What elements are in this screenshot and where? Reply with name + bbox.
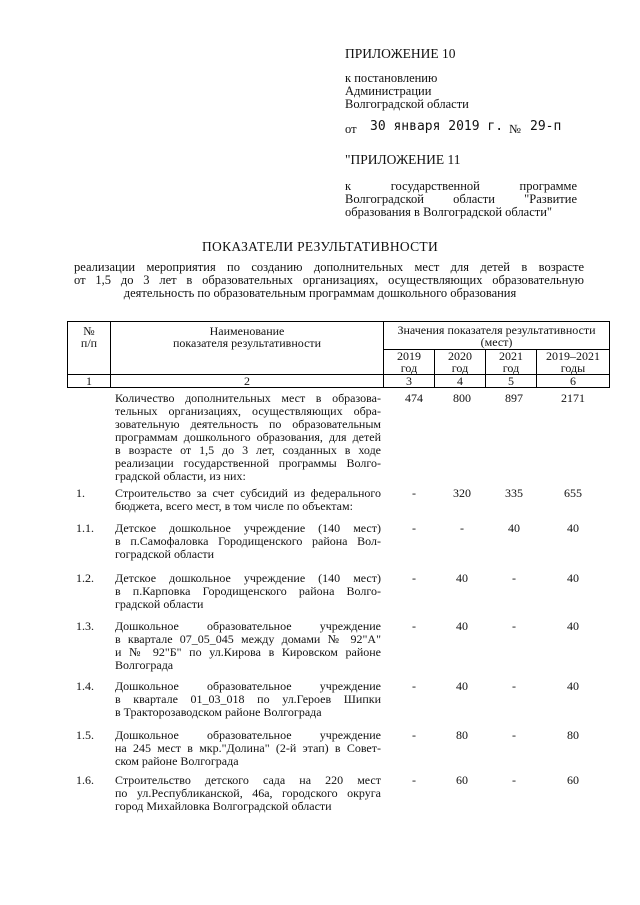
row-value-total: 40 xyxy=(567,619,579,633)
column-index-1: 1 xyxy=(68,375,111,388)
row-indicator-name: Строительство за счет субсидий из федерального бюджета, всего мест, в том числе по объектам: xyxy=(115,486,381,513)
column-values-header: Значения показателя результативности (мест) xyxy=(384,322,610,350)
appendix2-title: "ПРИЛОЖЕНИЕ 11 xyxy=(345,152,461,167)
row-value-v2021: 897 xyxy=(505,391,523,405)
appendix-title: ПРИЛОЖЕНИЕ 10 xyxy=(345,46,456,61)
column-total-header: 2019–2021 годы xyxy=(537,350,610,375)
column-index-3: 3 xyxy=(384,375,435,388)
row-value-v2021: 40 xyxy=(508,521,520,535)
row-value-v2021: - xyxy=(512,728,516,742)
row-value-v2020: 800 xyxy=(453,391,471,405)
appendix-line-1: к постановлению xyxy=(345,71,438,85)
row-indicator-name: Детское дошкольное учреждение (140 мест) в п.Карповка Городищенского района Волго- градской области xyxy=(115,571,381,611)
date-prefix: от xyxy=(345,122,357,136)
row-value-total: 2171 xyxy=(561,391,585,405)
row-number: 1.2. xyxy=(76,571,94,585)
document-subtitle-1: реализации мероприятия по созданию дополнительных мест для детей в возрасте xyxy=(74,260,584,274)
row-number: 1.3. xyxy=(76,619,94,633)
column-index-5: 5 xyxy=(486,375,537,388)
row-number: 1.1. xyxy=(76,521,94,535)
row-indicator-name: Дошкольное образовательное учреждение на 245 мест в мкр."Долина" (2-й этап) в Совет- ском районе Волгограда xyxy=(115,728,381,768)
number-prefix: № xyxy=(509,122,521,136)
document-title: ПОКАЗАТЕЛИ РЕЗУЛЬТАТИВНОСТИ xyxy=(201,239,438,254)
row-number: 1.4. xyxy=(76,679,94,693)
indicators-table-header xyxy=(67,321,610,388)
column-2019-header: 2019 год xyxy=(384,350,435,375)
row-value-v2020: 60 xyxy=(456,773,468,787)
row-value-v2020: 40 xyxy=(456,679,468,693)
row-value-total: 655 xyxy=(564,486,582,500)
resolution-date: 30 января 2019 г. xyxy=(370,119,504,134)
row-value-total: 60 xyxy=(567,773,579,787)
row-value-v2019: - xyxy=(412,571,416,585)
row-value-total: 40 xyxy=(567,679,579,693)
column-index-6: 6 xyxy=(537,375,610,388)
column-name-header: Наименование показателя результативности xyxy=(111,322,384,375)
document-subtitle-3: деятельность по образовательным программам дошкольного образования xyxy=(123,286,517,300)
column-2020-header: 2020 год xyxy=(435,350,486,375)
row-number: 1.6. xyxy=(76,773,94,787)
row-value-v2021: - xyxy=(512,571,516,585)
row-value-v2020: 80 xyxy=(456,728,468,742)
row-value-v2021: - xyxy=(512,619,516,633)
row-value-v2019: 474 xyxy=(405,391,423,405)
row-value-v2021: - xyxy=(512,773,516,787)
appendix2-line-3: образования в Волгоградской области" xyxy=(345,205,553,219)
column-number-header: № п/п xyxy=(68,322,111,375)
row-indicator-name: Детское дошкольное учреждение (140 мест) в п.Самофаловка Городищенского района Вол- гоградской области xyxy=(115,521,381,561)
row-value-v2021: 335 xyxy=(505,486,523,500)
row-value-v2019: - xyxy=(412,728,416,742)
appendix-line-2: Администрации xyxy=(345,84,432,98)
row-value-v2019: - xyxy=(412,486,416,500)
column-index-4: 4 xyxy=(435,375,486,388)
row-value-v2019: - xyxy=(412,679,416,693)
row-indicator-name: Количество дополнительных мест в образова- тельных организациях, осуществляющих обра- зовательную деятельность по образовательным программам дошкольного образования, для детей в возрасте от 1,5 до 3 лет, созданных в ходе реализации государственной программы Волго- градской области, из них: xyxy=(115,391,381,483)
row-value-v2019: - xyxy=(412,521,416,535)
row-indicator-name: Дошкольное образовательное учреждение в квартале 07_05_045 между домами № 92"А" и № 92"Б" по ул.Кирова в Кировском районе Волгограда xyxy=(115,619,381,672)
row-value-total: 40 xyxy=(567,571,579,585)
row-number: 1.5. xyxy=(76,728,94,742)
row-number: 1. xyxy=(76,486,85,500)
appendix2-line-2: Волгоградской области "Развитие xyxy=(345,192,577,206)
row-value-v2020: - xyxy=(460,521,464,535)
document-subtitle-2: от 1,5 до 3 лет в образовательных организациях, осуществляющих образовательную xyxy=(74,273,584,287)
column-index-2: 2 xyxy=(111,375,384,388)
row-indicator-name: Строительство детского сада на 220 мест по ул.Республиканской, 46а, городского округа город Михайловка Волгоградской области xyxy=(115,773,381,813)
row-value-v2019: - xyxy=(412,619,416,633)
row-indicator-name: Дошкольное образовательное учреждение в квартале 01_03_018 по ул.Героев Шипки в Тракторозаводском районе Волгограда xyxy=(115,679,381,719)
column-2021-header: 2021 год xyxy=(486,350,537,375)
appendix-line-3: Волгоградской области xyxy=(345,97,469,111)
row-value-v2021: - xyxy=(512,679,516,693)
resolution-number: 29-п xyxy=(530,119,562,134)
appendix2-line-1: к государственной программе xyxy=(345,179,577,193)
row-value-v2019: - xyxy=(412,773,416,787)
row-value-total: 80 xyxy=(567,728,579,742)
row-value-v2020: 320 xyxy=(453,486,471,500)
row-value-v2020: 40 xyxy=(456,619,468,633)
row-value-v2020: 40 xyxy=(456,571,468,585)
row-value-total: 40 xyxy=(567,521,579,535)
